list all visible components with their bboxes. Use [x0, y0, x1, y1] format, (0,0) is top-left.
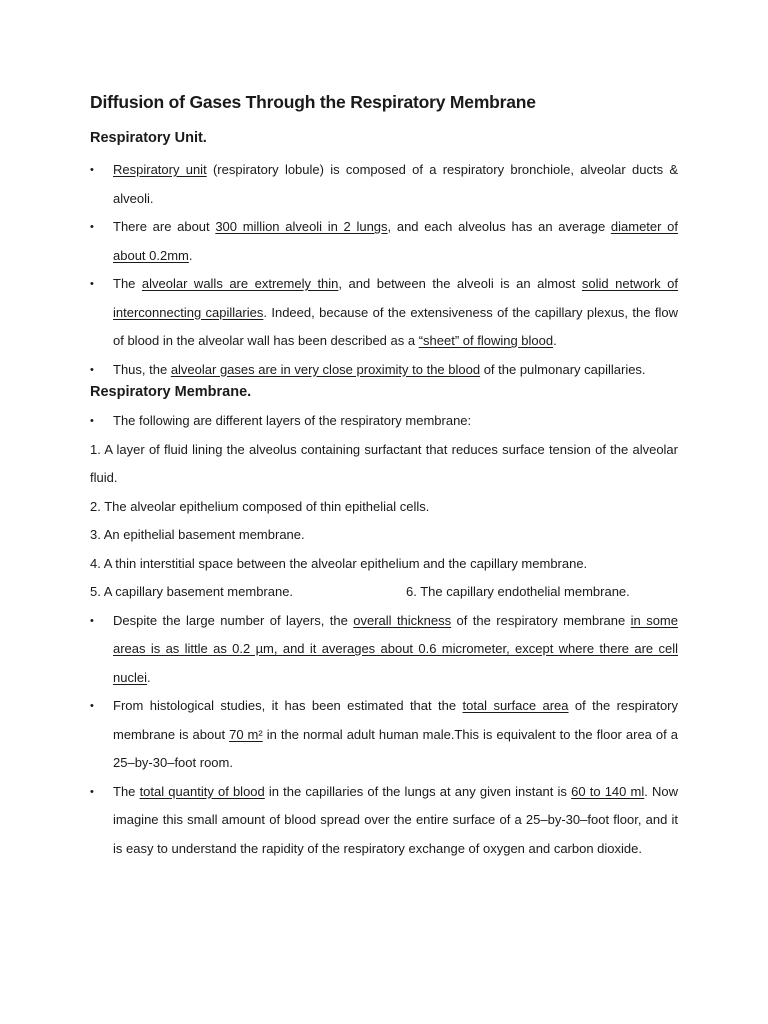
layer-item: 5. A capillary basement membrane. [90, 584, 294, 599]
layer-row [90, 578, 678, 607]
bullet-item: • The alveolar walls are extremely thin, and between the alveoli is an almost solid network of interconnecting capillaries. Indeed, because of the extensiveness of the capillary plexus, the flow of blood in the alveolar wall has been described as a “sheet” of flowing blood. [90, 270, 678, 356]
underlined-text: 300 million alveoli in 2 lungs [215, 219, 388, 234]
underlined-text: diameter of about 0.2mm [113, 219, 678, 263]
section-heading-respiratory-unit: Respiratory Unit. [90, 130, 207, 146]
underlined-text: 60 to 140 ml [571, 783, 645, 799]
layer-item: 1. A layer of fluid lining the alveolus containing surfactant that reduces surface tension of the alveolar fluid. [90, 441, 678, 485]
layer-item: 2. The alveolar epithelium composed of thin epithelial cells. [90, 498, 430, 514]
bullet-item: • From histological studies, it has been estimated that the total surface area of the respiratory membrane is about 70 m² in the normal adult human male.This is equivalent to the floor area of a 25–by-30–foot room. [90, 692, 678, 778]
bullet-item: • The total quantity of blood in the capillaries of the lungs at any given instant is 60 to 140 ml. Now imagine this small amount of blood spread over the entire surface of a 25–by-30–foot floor, and it is easy to understand the rapidity of the respiratory exchange of oxygen and carbon dioxide. [90, 778, 678, 864]
page-title: Diffusion of Gases Through the Respiratory Membrane [90, 92, 536, 112]
underlined-text: 70 m² [229, 726, 263, 742]
underlined-text: total quantity of blood [139, 783, 265, 799]
underlined-text: alveolar gases are in very close proximity to the blood [170, 361, 481, 377]
layer-item: 3. An epithelial basement membrane. [90, 527, 305, 542]
section-heading-respiratory-membrane: Respiratory Membrane. [90, 384, 252, 400]
bullet-item: • Thus, the alveolar gases are in very close proximity to the blood of the pulmonary capillaries. [90, 356, 678, 385]
underlined-text: solid network of interconnecting capillaries [113, 276, 679, 320]
respiratory-unit-bullets [90, 156, 678, 384]
bullet-item: • Despite the large number of layers, the overall thickness of the respiratory membrane in some areas is as little as 0.2 µm, and it averages about 0.6 micrometer, except where there are cell nuclei. [90, 607, 678, 693]
layers-intro: • The following are different layers of the respiratory membrane: [90, 407, 678, 436]
underlined-text: overall thickness [353, 612, 452, 628]
respiratory-membrane-bullets [90, 607, 678, 864]
document-page [90, 92, 678, 863]
layer-item: 4. A thin interstitial space between the alveolar epithelium and the capillary membrane. [90, 555, 588, 571]
underlined-text: Respiratory unit [113, 162, 207, 177]
bullet-item: • Respiratory unit (respiratory lobule) is composed of a respiratory bronchiole, alveolar ducts & alveoli. [90, 156, 678, 213]
layer-item: 6. The capillary endothelial membrane. [406, 584, 630, 599]
underlined-text: total surface area [462, 698, 569, 713]
bullet-item: • There are about 300 million alveoli in 2 lungs, and each alveolus has an average diameter of about 0.2mm. [90, 213, 678, 270]
underlined-text: in some areas is as little as 0.2 µm, and it averages about 0.6 micrometer, except where there are cell nuclei [113, 612, 678, 685]
underlined-text: alveolar walls are extremely thin [141, 276, 339, 291]
underlined-text: “sheet” of flowing blood [418, 333, 554, 348]
